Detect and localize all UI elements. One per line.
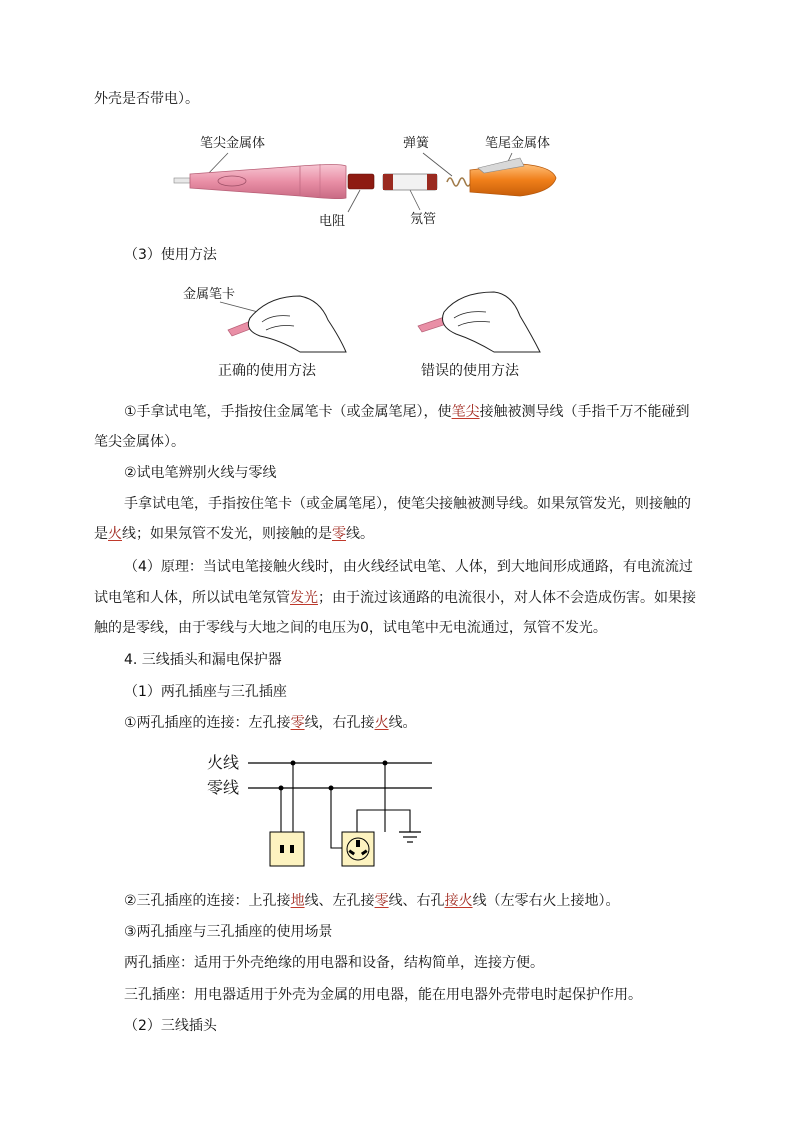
caption-wrong: 错误的使用方法	[421, 363, 519, 379]
label-neon: 氖管	[410, 212, 437, 227]
paragraph-line: 笔尖金属体）。	[94, 434, 185, 450]
paragraph-line: 触的是零线，由于零线与大地之间的电压为0，试电笔中无电流通过，氖管不发光。	[94, 620, 607, 636]
paragraph-line: 三孔插座：用电器适用于外壳为金属的用电器，能在用电器外壳带电时起保护作用。	[124, 987, 642, 1003]
paragraph-line: ③两孔插座与三孔插座的使用场景	[124, 924, 333, 940]
caption-correct: 正确的使用方法	[218, 363, 316, 379]
paragraph-line: （4）原理：当试电笔接触火线时，由火线经试电笔、人体，到大地间形成通路，有电流流过	[124, 559, 693, 575]
label-resistor: 电阻	[319, 214, 346, 229]
paragraph-line: 手拿试电笔，手指按住笔卡（或金属笔尾），使笔尖接触被测导线。如果氖管发光，则接触的	[124, 496, 691, 512]
label-clip: 金属笔卡	[183, 287, 236, 302]
paragraph-line: ②三孔插座的连接：上孔接地线、左孔接零线、右孔接火线（左零右火上接地）。	[124, 893, 620, 909]
paragraph-line: 两孔插座：适用于外壳绝缘的用电器和设备，结构简单，连接方便。	[124, 955, 544, 971]
label-neutral-wire: 零线	[207, 778, 240, 797]
section-heading: （2）三线插头	[124, 1018, 217, 1034]
section-heading: 4. 三线插头和漏电保护器	[124, 652, 282, 668]
label-spring: 弹簧	[403, 136, 430, 151]
text-line: 外壳是否带电）。	[94, 91, 199, 107]
section-heading: （3）使用方法	[124, 247, 217, 263]
section-heading: （1）两孔插座与三孔插座	[124, 684, 287, 700]
label-live-wire: 火线	[207, 753, 240, 772]
label-pen-tail: 笔尾金属体	[485, 136, 551, 151]
paragraph-line: ①手拿试电笔，手指按住金属笔卡（或金属笔尾），使笔尖接触被测导线（手指千万不能碰到	[124, 404, 690, 420]
label-pen-tip: 笔尖金属体	[200, 136, 266, 151]
paragraph-line: 试电笔和人体，所以试电笔氖管发光；由于流过该通路的电流很小，对人体不会造成伤害。如果接	[94, 590, 696, 606]
paragraph-line: ②试电笔辨别火线与零线	[124, 465, 277, 481]
paragraph-line: ①两孔插座的连接：左孔接零线，右孔接火线。	[124, 715, 417, 731]
paragraph-line: 是火线；如果氖管不发光，则接触的是零线。	[94, 526, 374, 542]
